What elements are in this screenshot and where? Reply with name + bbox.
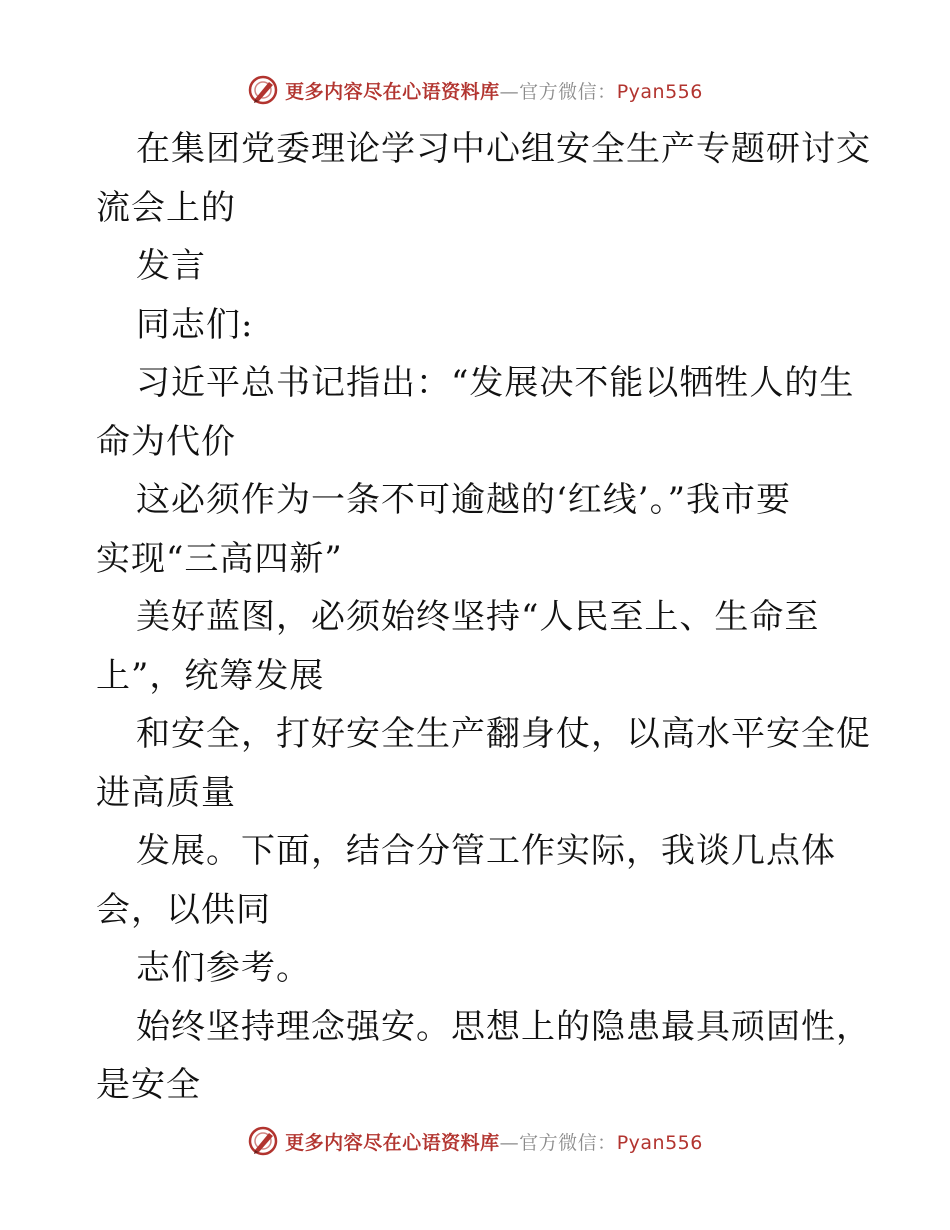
body-line: 美好蓝图，必须始终坚持“人民至上、生命至 — [136, 597, 820, 637]
body-line: 命为代价 — [96, 421, 236, 462]
body-line: 和安全，打好安全生产翻身仗，以高水平安全促 — [136, 714, 871, 754]
body-line: 进高质量 — [96, 772, 236, 813]
body-line: 习近平总书记指出：“发展决不能以牺牲人的生 — [136, 363, 855, 403]
body-line: 是安全 — [96, 1065, 201, 1105]
body-line: 发展。下面，结合分管工作实际，我谈几点体 — [136, 831, 836, 871]
header-site-text: 更多内容尽在心语资料库 — [285, 80, 500, 103]
body-line: 流会上的 — [96, 187, 236, 228]
body-line: 这必须作为一条不可逾越的‘红线’。”我市要 — [136, 480, 791, 520]
footer-dash: — — [499, 1131, 520, 1154]
footer-site-text: 更多内容尽在心语资料库 — [285, 1131, 500, 1154]
footer-wechat-label: 官方微信： — [519, 1131, 617, 1154]
header-dash: — — [499, 80, 520, 103]
pen-logo-icon — [247, 74, 279, 106]
header-watermark-text — [285, 77, 703, 104]
pen-logo-icon — [247, 1125, 279, 1157]
body-line: 同志们: — [136, 304, 254, 345]
body-line: 会，以供同 — [96, 889, 271, 930]
body-line: 实现“三高四新” — [96, 538, 343, 579]
footer-watermark-text — [285, 1128, 703, 1155]
body-line: 始终坚持理念强安。思想上的隐患最具顽固性， — [136, 1006, 871, 1047]
body-line: 发言 — [136, 246, 206, 286]
header-wechat-label: 官方微信： — [519, 80, 617, 103]
body-line: 志们参考。 — [136, 948, 311, 988]
header-wechat-id: Pyan556 — [616, 80, 703, 103]
body-line: 在集团党委理论学习中心组安全生产专题研讨交 — [136, 129, 871, 169]
footer-wechat-id: Pyan556 — [616, 1131, 703, 1154]
document-body — [96, 120, 871, 1115]
header-watermark-banner — [0, 72, 950, 108]
body-line: 上”，统筹发展 — [96, 655, 325, 696]
footer-watermark-banner — [0, 1123, 950, 1159]
